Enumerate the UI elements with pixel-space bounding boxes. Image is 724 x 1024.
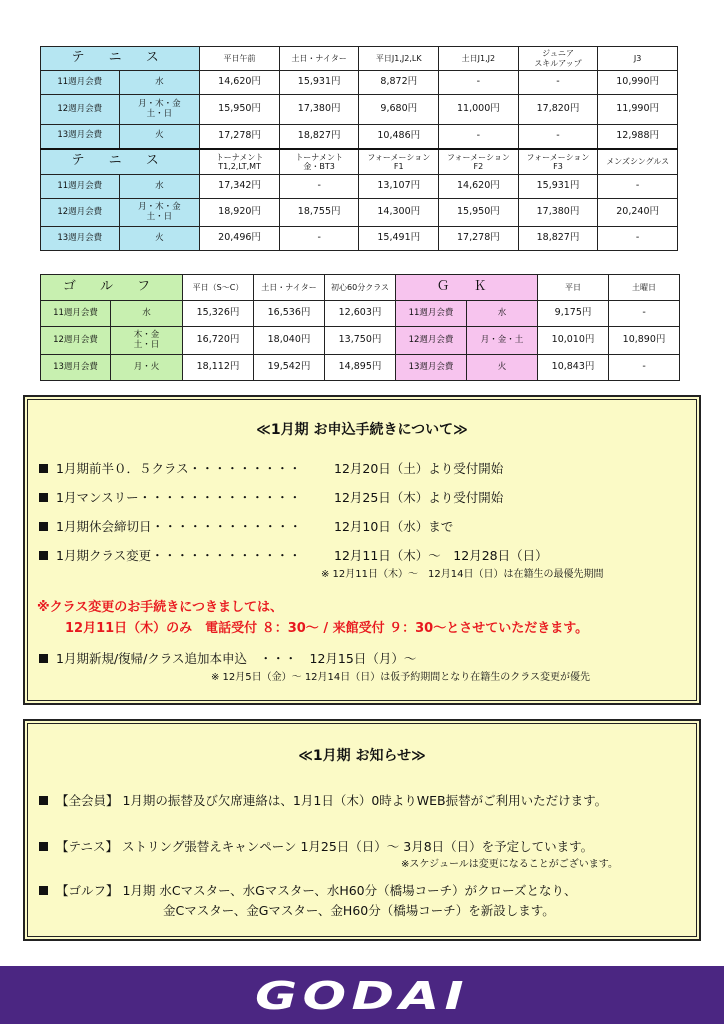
- fee-cell: 20,496円: [200, 227, 280, 251]
- notice-text-continued: 金Cマスター、金Gマスター、金H60分（橋場コーチ）を新設します。: [163, 903, 555, 918]
- fee-cell: 15,950円: [200, 95, 280, 125]
- fee-cell: -: [439, 125, 519, 149]
- fee-cell: 10,010円: [538, 327, 609, 355]
- notices-title: ≪1月期 お知らせ≫: [298, 748, 426, 764]
- fee-cell: 15,931円: [279, 71, 359, 95]
- procedure-item: [39, 649, 416, 667]
- fee-cell: 18,755円: [279, 199, 359, 227]
- gk-title: Ｇ Ｋ: [396, 275, 538, 301]
- table-row: [41, 327, 680, 355]
- fee-cell: 12,603円: [325, 301, 396, 327]
- bullet-square-icon: [39, 522, 48, 531]
- col-header: フォーメーション F2: [439, 149, 519, 175]
- footer-bar: [0, 966, 724, 1024]
- table-row: [41, 227, 678, 251]
- fee-cell: 15,326円: [183, 301, 254, 327]
- fee-cell: 11,000円: [439, 95, 519, 125]
- fee-cell: 15,931円: [518, 175, 598, 199]
- row-label: 12週月会費: [41, 199, 120, 227]
- table-row: [41, 71, 678, 95]
- notice-text: 【全会員】 1月期の振替及び欠席連絡は、1月1日（木）0時よりWEB振替がご利用いただけます。: [56, 793, 608, 808]
- godai-logo: GODAI: [254, 974, 470, 1018]
- notice-item: [39, 881, 577, 899]
- fee-cell: 17,380円: [518, 199, 598, 227]
- fee-cell: 17,278円: [200, 125, 280, 149]
- bullet-square-icon: [39, 464, 48, 473]
- tennis-fee-table: [40, 46, 678, 251]
- row-label: 11週月会費: [41, 301, 111, 327]
- fee-cell: 18,920円: [200, 199, 280, 227]
- table-row: [41, 199, 678, 227]
- table-row: [41, 355, 680, 381]
- procedure-date: 12月20日（土）より受付開始: [334, 461, 504, 476]
- fee-cell: 13,750円: [325, 327, 396, 355]
- bullet-square-icon: [39, 842, 48, 851]
- row-days: 水: [119, 175, 200, 199]
- table-row: [41, 95, 678, 125]
- tennis-title: テ ニ ス: [41, 149, 200, 175]
- fee-cell: 14,620円: [439, 175, 519, 199]
- col-header: トーナメント 金・BT3: [279, 149, 359, 175]
- fee-cell: 12,988円: [598, 125, 678, 149]
- col-header: 土日J1,J2: [439, 47, 519, 71]
- table-row: [41, 175, 678, 199]
- fee-cell: 10,990円: [598, 71, 678, 95]
- bullet-square-icon: [39, 654, 48, 663]
- row-label: 13週月会費: [41, 125, 120, 149]
- fee-cell: 18,040円: [254, 327, 325, 355]
- col-header: 平日: [538, 275, 609, 301]
- fee-cell: 8,872円: [359, 71, 439, 95]
- row-label: 11週月会費: [41, 71, 120, 95]
- row-days: 木・金 土・日: [111, 327, 183, 355]
- procedure-label: 1月期クラス変更・・・・・・・・・・・・: [56, 548, 302, 563]
- col-header: ジュニア スキルアップ: [518, 47, 598, 71]
- fee-cell: -: [518, 71, 598, 95]
- fee-cell: 15,491円: [359, 227, 439, 251]
- row-days: 水: [467, 301, 538, 327]
- row-label: 13週月会費: [396, 355, 467, 381]
- fee-cell: -: [609, 355, 680, 381]
- col-header: 初心60分クラス: [325, 275, 396, 301]
- row-days: 月・火: [111, 355, 183, 381]
- procedure-item: [39, 517, 453, 535]
- table-row: [41, 301, 680, 327]
- fee-cell: -: [598, 175, 678, 199]
- golf-title: ゴ ル フ: [41, 275, 183, 301]
- fee-cell: 14,895円: [325, 355, 396, 381]
- fee-cell: 18,827円: [518, 227, 598, 251]
- col-header: トーナメント T1,2,LT,MT: [200, 149, 280, 175]
- procedure-date: 12月10日（水）まで: [334, 519, 454, 534]
- bullet-square-icon: [39, 886, 48, 895]
- col-header: 土日・ナイター: [279, 47, 359, 71]
- new-entry-note: ※ 12月5日（金）～ 12月14日（日）は仮予約期間となり在籍生のクラス変更が優先: [211, 672, 590, 683]
- row-days: 火: [467, 355, 538, 381]
- col-header: J3: [598, 47, 678, 71]
- fee-cell: 17,380円: [279, 95, 359, 125]
- fee-cell: 16,536円: [254, 301, 325, 327]
- procedure-date: 12月11日（木）～ 12月28日（日）: [334, 548, 548, 563]
- fee-cell: 10,486円: [359, 125, 439, 149]
- procedures-title: ≪1月期 お申込手続きについて≫: [256, 422, 468, 438]
- new-entry-text: 1月期新規/復帰/クラス追加本申込 ・・・ 12月15日（月）～: [56, 651, 417, 666]
- procedure-item: [39, 459, 503, 477]
- golf-gk-fee-table: [40, 274, 680, 381]
- col-header: フォーメーション F3: [518, 149, 598, 175]
- procedure-date: 12月25日（木）より受付開始: [334, 490, 504, 505]
- fee-cell: 10,890円: [609, 327, 680, 355]
- fee-cell: -: [518, 125, 598, 149]
- row-label: 11週月会費: [41, 175, 120, 199]
- row-label: 11週月会費: [396, 301, 467, 327]
- fee-cell: 11,990円: [598, 95, 678, 125]
- row-label: 12週月会費: [41, 327, 111, 355]
- fee-cell: 10,843円: [538, 355, 609, 381]
- procedure-label: 1月マンスリー・・・・・・・・・・・・・: [56, 490, 302, 505]
- fee-cell: 18,827円: [279, 125, 359, 149]
- fee-cell: 18,112円: [183, 355, 254, 381]
- bullet-square-icon: [39, 551, 48, 560]
- bullet-square-icon: [39, 796, 48, 805]
- fee-cell: 9,175円: [538, 301, 609, 327]
- fee-cell: 19,542円: [254, 355, 325, 381]
- fee-cell: 14,620円: [200, 71, 280, 95]
- row-days: 水: [119, 71, 200, 95]
- row-label: 13週月会費: [41, 355, 111, 381]
- row-days: 月・木・金 土・日: [119, 95, 200, 125]
- notice-text: 【テニス】 ストリング張替えキャンペーン 1月25日（日）～ 3月8日（日）を予定しています。: [56, 839, 594, 854]
- table-row: [41, 125, 678, 149]
- fee-cell: 17,278円: [439, 227, 519, 251]
- row-label: 13週月会費: [41, 227, 120, 251]
- procedure-item: [39, 546, 548, 564]
- fee-cell: -: [279, 175, 359, 199]
- procedures-panel: [23, 395, 701, 705]
- fee-cell: 20,240円: [598, 199, 678, 227]
- fee-cell: 16,720円: [183, 327, 254, 355]
- row-days: 火: [119, 125, 200, 149]
- fee-cell: 9,680円: [359, 95, 439, 125]
- fee-cell: 17,820円: [518, 95, 598, 125]
- fee-cell: 15,950円: [439, 199, 519, 227]
- fee-cell: -: [279, 227, 359, 251]
- row-days: 月・木・金 土・日: [119, 199, 200, 227]
- col-header: 平日（S〜C）: [183, 275, 254, 301]
- fee-cell: 17,342円: [200, 175, 280, 199]
- col-header: 平日J1,J2,LK: [359, 47, 439, 71]
- procedure-label: 1月期休会締切日・・・・・・・・・・・・: [56, 519, 302, 534]
- col-header: 土日・ナイター: [254, 275, 325, 301]
- fee-cell: 14,300円: [359, 199, 439, 227]
- class-change-note: ※ 12月11日（木）～ 12月14日（日）は在籍生の最優先期間: [321, 569, 604, 580]
- notice-text: 【ゴルフ】 1月期 水Cマスター、水Gマスター、水H60分（橋場コーチ）がクローズとなり、: [56, 883, 577, 898]
- row-days: 水: [111, 301, 183, 327]
- notice-item: [39, 837, 593, 855]
- row-days: 月・金・土: [467, 327, 538, 355]
- procedure-item: [39, 488, 503, 506]
- row-label: 12週月会費: [396, 327, 467, 355]
- procedure-label: 1月期前半０．５クラス・・・・・・・・・: [56, 461, 302, 476]
- schedule-note: ※スケジュールは変更になることがございます。: [401, 859, 618, 870]
- notice-item: [39, 791, 607, 809]
- row-days: 火: [119, 227, 200, 251]
- col-header: 平日午前: [200, 47, 280, 71]
- col-header: メンズシングルス: [598, 149, 678, 175]
- fee-cell: 13,107円: [359, 175, 439, 199]
- red-notice-line2: 12月11日（木）のみ 電話受付 ８：30～ / 来館受付 ９：30～とさせていただきます。: [65, 621, 589, 636]
- fee-cell: -: [439, 71, 519, 95]
- col-header: 土曜日: [609, 275, 680, 301]
- notices-panel: [23, 719, 701, 941]
- red-notice-line1: ※クラス変更のお手続きにつきましては、: [37, 600, 283, 615]
- fee-cell: -: [598, 227, 678, 251]
- row-label: 12週月会費: [41, 95, 120, 125]
- bullet-square-icon: [39, 493, 48, 502]
- tennis-title: テ ニ ス: [41, 47, 200, 71]
- col-header: フォーメーション F1: [359, 149, 439, 175]
- fee-cell: -: [609, 301, 680, 327]
